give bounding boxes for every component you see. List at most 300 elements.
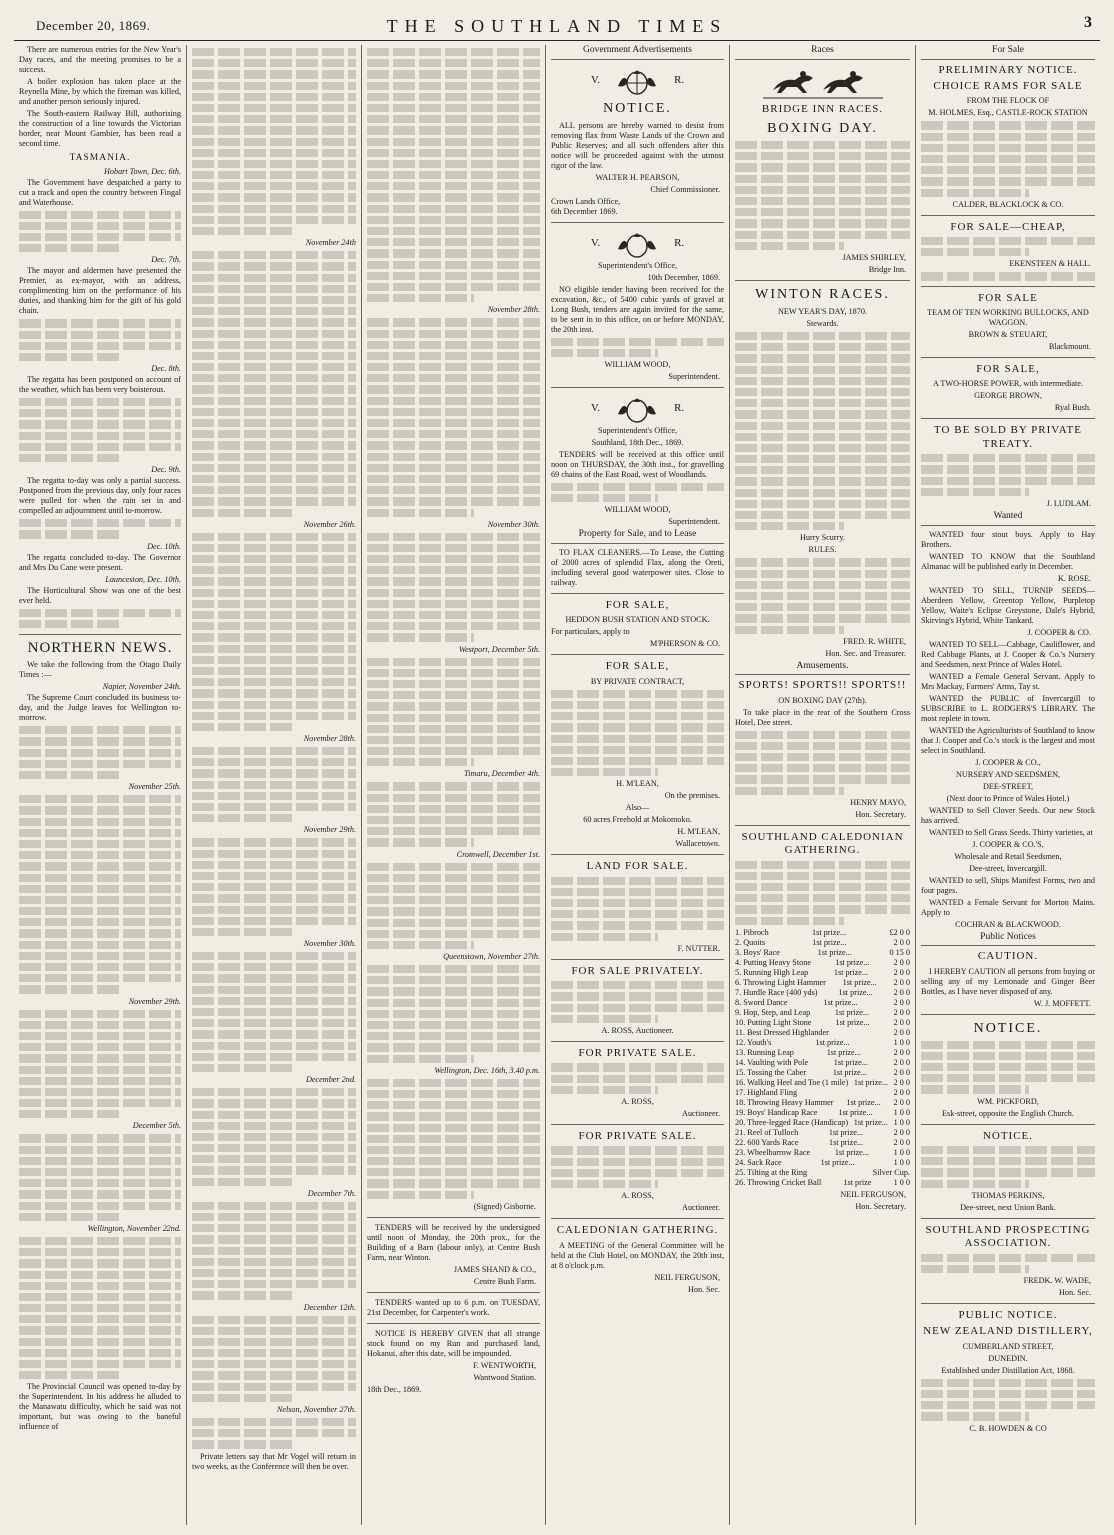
text-line [192,622,356,630]
signature: C. B. HOWDEN & CO [969,1423,1047,1433]
prize-event: 25. Tilting at the Ring [735,1167,808,1177]
prize-place: 1st prize... [838,1107,873,1117]
text-line [735,197,910,205]
text-line [735,872,910,880]
text-line [367,249,540,257]
dateline: Westport, December 5th. [458,644,540,654]
divider [551,1124,724,1125]
signature: J. LUDLAM. [1046,499,1091,509]
signature-role: NURSERY AND SEEDSMEN, [955,769,1061,779]
text-line [367,1010,540,1018]
ad-text: TENDERS will be received at this office until noon on THURSDAY, the 30th inst., for gravelling 69 chains of the East Road, west of Woodlands. [551,450,724,480]
signature: WM. PICKFORD, [977,1096,1039,1106]
text-line [921,1146,1095,1154]
text-line [367,714,540,722]
article-paragraph: The Supreme Court concluded its business to-day, and the Judge leaves for Wellington to-morrow. [19,693,181,723]
signature: FRED. R. WHITE, [843,636,906,646]
prize-row [735,1068,910,1078]
text-line [367,633,474,641]
signature-role: Wallacetown. [675,839,720,849]
text-line [367,272,540,280]
prize-row [735,1128,910,1138]
text-line [921,1254,1095,1262]
text-line [19,818,181,826]
text-line [551,712,724,720]
prize-event: 18. Throwing Heavy Hammer [735,1097,834,1107]
ad-text: TENDERS wanted up to 6 p.m. on TUESDAY, 21st December, for Carpenter's work. [367,1297,540,1317]
text-line [19,609,181,617]
divider [921,286,1095,287]
text-line [192,149,356,157]
text-line [367,658,540,666]
dateline: Dec. 10th. [147,541,181,551]
prize-place: 1st prize... [828,1137,864,1147]
text-line [19,1338,181,1346]
text-line [192,251,356,259]
signature-role: (Next door to Prince of Wales Hotel.) [946,793,1070,803]
signature: FREDK. W. WADE, [1023,1275,1091,1285]
text-line [735,787,844,795]
text-line [192,205,356,213]
text-line [367,589,540,597]
text-line [192,533,356,541]
prize-row [735,1178,910,1188]
text-line [192,1122,356,1130]
text-line [735,522,844,530]
prize-event: 19. Boys' Handicap Race [735,1107,818,1117]
text-line [192,453,356,461]
signature-role: Wholesale and Retail Seedsmen, [954,851,1062,861]
text-line [19,896,181,904]
article-paragraph: We take the following from the Otago Daily Times :— [19,660,181,680]
ad-text: Also— [625,803,650,813]
ad-text: A MEETING of the General Committee will be held at the Club Hotel, on MONDAY, the 20th inst, at 8 o'clock p.m. [551,1240,724,1270]
text-line [192,906,356,914]
ad-heading: FOR SALE—CHEAP, [950,220,1066,233]
section-heading-tasmania: TASMANIA. [69,153,131,163]
text-line [367,138,540,146]
text-line [192,126,356,134]
text-line [367,1135,540,1143]
text-line [735,354,910,362]
prize-place: 1st prize... [838,987,873,997]
prize-amount: 2 0 0 [893,1087,910,1097]
text-line [192,1111,356,1119]
dateline: Wellington, November 22nd. [87,1223,181,1233]
text-line [192,1429,356,1437]
signature: BROWN & STEUART, [968,330,1048,340]
text-line [367,397,540,405]
text-line [367,987,540,995]
text-line [192,363,356,371]
text-line [19,1010,181,1018]
text-line [367,182,540,190]
notice-date: Southland, 18th Dec., 1869. [591,438,684,448]
text-line [19,885,181,893]
prize-amount: 2 0 0 [893,1047,910,1057]
text-line [367,193,540,201]
prize-event: 1. Pibroch [735,927,769,937]
prize-amount: 2 0 0 [893,1057,910,1067]
ad-text: For particulars, apply to [551,627,630,637]
ad-text: A TWO-HORSE POWER, with intermediate. [933,379,1083,389]
text-line [19,1271,181,1279]
text-line [551,1180,658,1188]
royal-arms-emblem [551,229,724,259]
text-line [735,917,844,925]
text-line [735,219,910,227]
text-line [367,702,540,710]
text-line [367,205,540,213]
prize-place: 1st prize... [833,1057,868,1067]
prize-place: 1st prize... [846,1097,881,1107]
text-line [192,1155,356,1163]
text-line [192,115,356,123]
prize-place: 1st prize... [812,937,847,947]
text-line [367,758,474,766]
text-line [19,1360,181,1368]
text-line [367,1101,540,1109]
page-number: 3 [1084,14,1092,31]
text-line [735,905,910,913]
prize-place: 1st prize [843,1177,872,1187]
text-line [367,965,540,973]
wanted-ad: WANTED to Sell Grass Seeds. Thirty varieties, at [929,827,1093,837]
text-line [921,177,1095,185]
text-line [192,138,356,146]
text-line [735,570,910,578]
signature: CALDER, BLACKLOCK & CO. [952,199,1064,209]
prize-event: 8. Sword Dance [735,997,788,1007]
text-line [367,794,540,802]
text-line [735,753,910,761]
text-line [192,182,356,190]
notice-date: 10th December, 1869. [647,272,720,282]
prize-row [735,968,910,978]
prize-event: 22. 600 Yards Race [735,1137,799,1147]
text-line [19,342,181,350]
text-line [192,1269,356,1277]
signature-role: On the premises. [664,791,720,801]
prize-place: 1st prize... [842,977,877,987]
divider [921,357,1095,358]
text-line [19,1099,181,1107]
dateline: Timaru, December 4th. [464,769,540,779]
text-line [367,283,540,291]
text-line [551,888,724,896]
text-line [551,746,724,754]
text-line [192,963,356,971]
signature: J. COOPER & CO., [975,757,1041,767]
text-line [367,441,540,449]
prize-amount: 1 0 0 [893,1107,910,1117]
text-line [192,1053,356,1061]
text-line [367,999,540,1007]
office-name: Superintendent's Office, [597,260,678,270]
prize-place: 1st prize... [828,1127,863,1137]
column-heading: Races [735,45,910,60]
text-line [367,544,540,552]
text-line [551,1004,724,1012]
prize-event: 16. Walking Heel and Toe (1 mile) [735,1077,849,1087]
prize-amount: 2 0 0 [893,997,910,1007]
text-line [19,1066,181,1074]
text-line [192,544,356,552]
signature-role: Blackmount. [1048,342,1091,352]
text-line [551,1015,658,1023]
prize-amount: 2 0 0 [893,1007,910,1017]
text-line [735,603,910,611]
text-line [367,611,540,619]
divider [921,1303,1095,1304]
text-line [367,919,540,927]
text-line [192,193,356,201]
column-heading: Amusements. [735,661,910,676]
prize-amount: 2 0 0 [893,1077,910,1087]
text-line [367,408,540,416]
text-line [367,1179,540,1187]
text-line [551,899,724,907]
ad-heading: NOTICE. [982,1129,1034,1142]
signature: JAMES SHIRLEY, [842,252,906,262]
text-line [735,883,910,891]
text-line [367,941,474,949]
text-line [192,1371,356,1379]
prize-place: 1st prize... [832,1067,867,1077]
text-line [19,840,181,848]
article-paragraph: The Government have despatched a party to cut a track and open the country between Fingal and Waterhouse. [19,177,181,207]
text-line [19,1213,119,1221]
text-line [367,160,540,168]
text-line [192,70,356,78]
prize-row [735,1028,910,1038]
dateline: November 24th [305,238,356,248]
text-line [19,806,181,814]
text-line [19,737,181,745]
prize-event: 6. Throwing Light Hammer [735,977,826,987]
text-line [735,477,910,485]
text-line [19,929,181,937]
prize-row [735,1088,910,1098]
text-line [921,144,1095,152]
ad-heading: SOUTHLAND PROSPECTING ASSOCIATION. [925,1223,1091,1250]
text-line [367,509,474,517]
divider [551,1218,724,1219]
prize-row [735,958,910,968]
divider [551,387,724,388]
signature-role: Superintendent. [668,372,720,382]
prize-amount: 2 0 0 [893,1067,910,1077]
cipher-r: R. [674,73,685,86]
text-line [192,262,356,270]
signature-role: Esk-street, opposite the English Church. [942,1108,1074,1118]
text-line [367,669,540,677]
text-line [735,433,910,441]
text-line [19,974,181,982]
text-line [735,894,910,902]
ad-heading: FOR PRIVATE SALE. [578,1129,697,1142]
text-line [921,1085,1029,1093]
article-paragraph: There are numerous entries for the New Year's Day races, and the meeting promises to be a success. [19,45,181,74]
text-line [367,1191,474,1199]
signature-role: Hon. Sec. and Treasurer. [825,648,906,658]
text-line [367,419,540,427]
text-line [367,330,540,338]
divider [921,418,1095,419]
text-line [735,208,910,216]
text-line [192,1280,356,1288]
text-line [367,126,540,134]
column-heading: Property for Sale, and to Lease [551,529,724,544]
text-line [367,82,540,90]
text-line [367,1112,540,1120]
text-line [192,1258,356,1266]
prize-event: 26. Throwing Cricket Ball [735,1177,822,1187]
text-line [19,1032,181,1040]
text-line [192,441,356,449]
text-line [192,633,356,641]
prize-row [735,928,910,938]
text-line [551,768,658,776]
text-line [192,464,356,472]
text-line [192,952,356,960]
text-line [735,466,910,474]
text-line [551,910,724,918]
ad-text: TEAM OF TEN WORKING BULLOCKS, AND WAGGON. [927,308,1089,328]
text-line [735,511,910,519]
ad-heading: FOR SALE, [605,598,670,611]
ad-heading: SOUTHLAND CALEDONIAN GATHERING. [741,830,904,857]
text-line [192,769,356,777]
divider [551,854,724,855]
text-line [19,420,181,428]
column-2 [187,45,362,1525]
article-paragraph: The Provincial Council was opened to-day by the Superintendent. In his address he alluded to the Manawatu difficulty, which he said was not important, but was owing to the baneful influence of [19,1382,181,1432]
text-line [921,237,1095,245]
divider [551,959,724,960]
text-line [192,1247,356,1255]
ad-heading: FOR SALE PRIVATELY. [571,964,704,977]
dateline: Queenstown, November 27th. [443,952,540,962]
article-paragraph: The mayor and aldermen have presented the Premier, as ex-mayor, with an address, complimenting him on the performance of his duties, and thanking him for the gift of his gold chain. [19,266,181,316]
dateline: November 28th. [487,305,540,315]
text-line [551,981,724,989]
text-line [19,233,181,241]
text-line [19,963,181,971]
text-line [367,475,540,483]
signature-role: Dee-street, Invercargill. [969,863,1047,873]
text-line [192,566,356,574]
prize-row [735,1108,910,1118]
text-line [735,377,910,385]
prize-place: 1st prize... [820,1157,855,1167]
text-line [551,933,658,941]
prize-place: 1st prize... [833,967,868,977]
dateline: Hobart Town, Dec. 6th. [103,166,181,176]
text-line [192,352,356,360]
text-line [367,1043,540,1051]
text-line [192,497,356,505]
prize-event: 5. Running High Leap [735,967,809,977]
prize-row [735,978,910,988]
text-line [19,519,181,527]
text-line [551,921,724,929]
text-line [192,712,356,720]
prize-amount: 2 0 0 [893,1017,910,1027]
wanted-ad: WANTED to sell, Ships Manifest Forms, two and four pages. [921,875,1095,895]
text-line [921,248,1029,256]
signature: H. M'LEAN, [677,827,720,837]
divider [921,1124,1095,1125]
text-line [192,667,356,675]
text-line [367,93,540,101]
text-line [367,1079,540,1087]
text-line [921,1041,1095,1049]
text-line [921,1412,1029,1420]
divider [551,593,724,594]
text-line [921,1074,1095,1082]
text-line [192,656,356,664]
text-line [19,222,181,230]
text-line [19,454,119,462]
issue-date: December 20, 1869. [36,18,151,33]
text-line [19,771,119,779]
text-line [19,1259,181,1267]
dateline: Dec. 8th. [151,364,181,374]
signature: W. J. MOFFETT. [1033,998,1091,1008]
dateline: Dec. 9th. [151,465,181,475]
wanted-ad: WANTED the PUBLIC of Invercargill to SUBSCRIBE to L. RODGERS'S LIBRARY. The most replete in town. [921,693,1095,723]
text-line [367,577,540,585]
prize-row [735,1008,910,1018]
text-line [921,155,1095,163]
notice-heading: NOTICE. [603,100,672,116]
text-line [367,827,540,835]
text-line [735,581,910,589]
text-line [367,294,474,302]
text-line [192,82,356,90]
text-line [367,261,540,269]
text-line [551,723,724,731]
article-paragraph: Private letters say that Mr Vogel will return in two weeks, as the Conference will then be over. [192,1451,356,1471]
text-line [192,600,356,608]
ad-subheading: DUNEDIN. [988,1353,1028,1363]
prize-event: 10. Putting Light Stone [735,1017,812,1027]
text-line [192,997,356,1005]
text-line [19,1315,181,1323]
text-line [192,883,356,891]
prize-row [735,1148,910,1158]
ad-subheading: CUMBERLAND STREET, [962,1341,1054,1351]
prize-event: 17. Highland Fling [735,1087,798,1097]
cipher-v: V. [590,402,601,415]
text-line [192,917,356,925]
prize-amount: 2 0 0 [893,967,910,977]
column-heading: For Sale [921,45,1095,60]
prize-amount: 2 0 0 [893,957,910,967]
signature: COCHRAN & BLACKWOOD. [955,919,1061,929]
text-line [921,189,1029,197]
text-line [192,861,356,869]
signature: Wantwood Station. [473,1372,536,1382]
text-line [192,475,356,483]
text-line [921,272,1095,280]
article-paragraph: The regatta to-day was only a partial success. Postponed from the previous day, only four races were pulled for when the rain set in and compelled an adjournment until to-morrow. [19,476,181,516]
text-line [921,1168,1095,1176]
text-line [19,1282,181,1290]
signature-role: Chief Commissioner. [650,184,720,194]
signature: NEIL FERGUSON, [654,1272,720,1282]
